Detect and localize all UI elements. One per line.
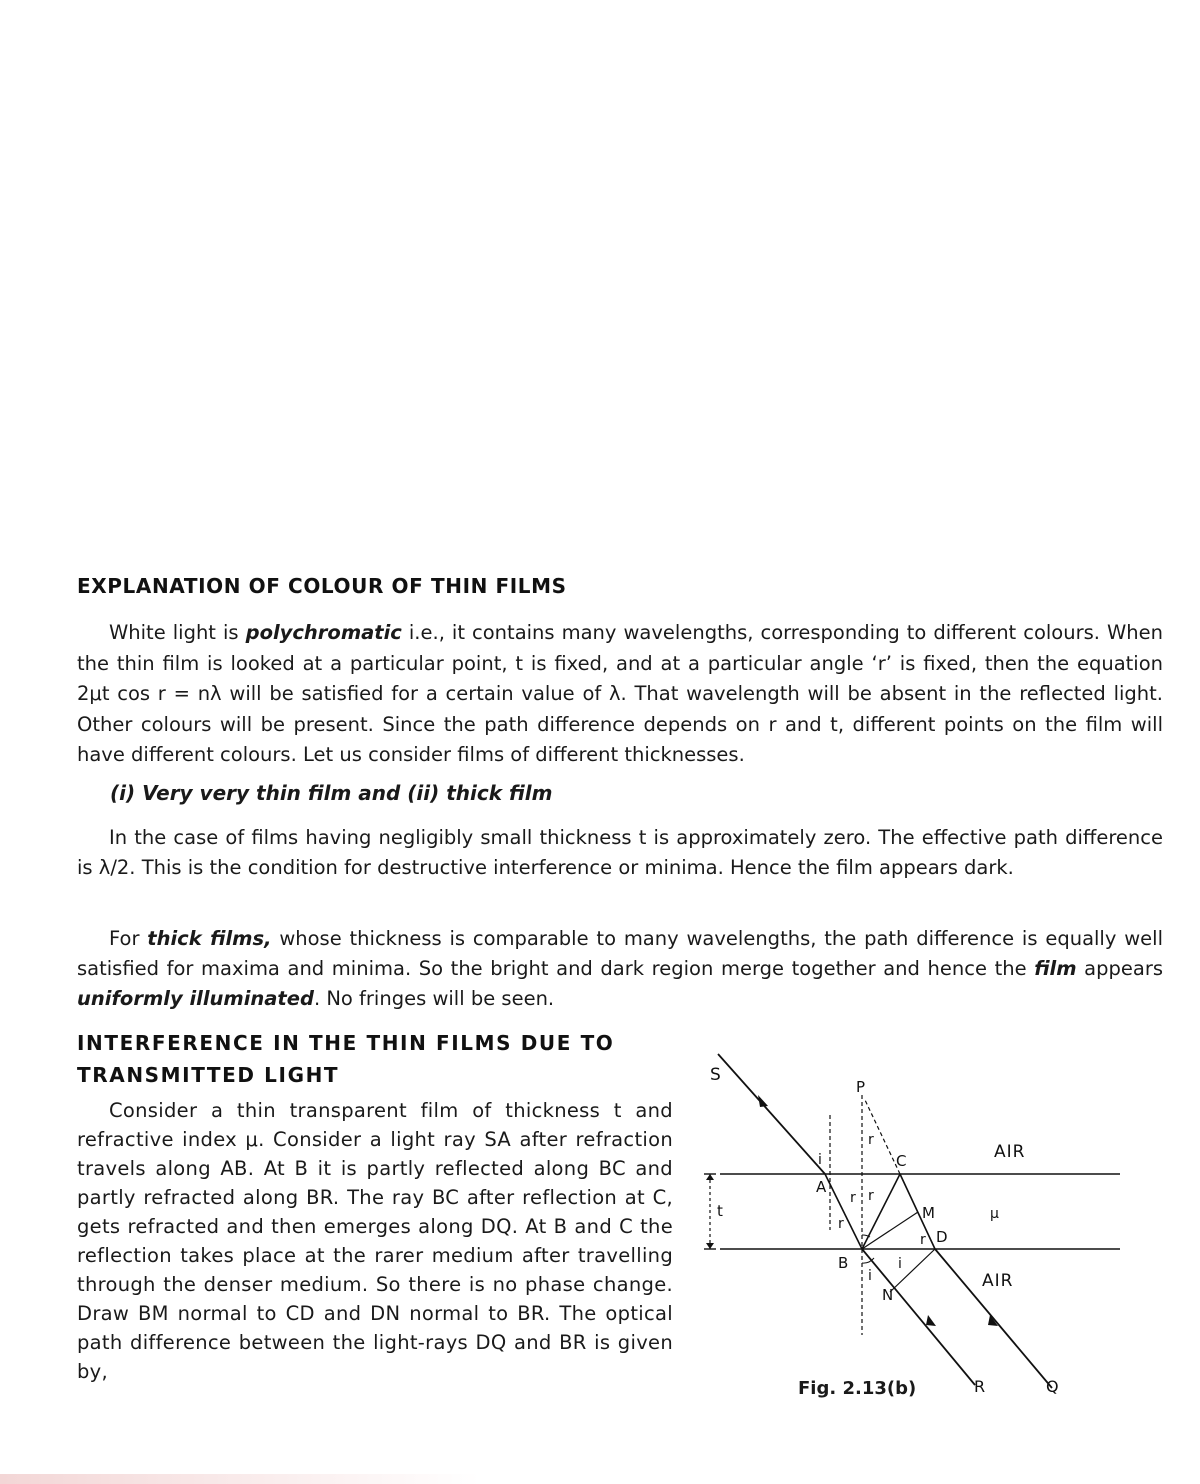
- label-p: P: [856, 1078, 866, 1096]
- label-angle-r-d: r: [920, 1232, 926, 1248]
- section-heading-transmitted-light: [77, 1027, 614, 1091]
- label-q: Q: [1046, 1377, 1059, 1396]
- arrow-icon: [926, 1315, 936, 1326]
- label-b: B: [838, 1254, 849, 1272]
- paragraph-colour-explanation: [77, 618, 1163, 771]
- emphasis-film: film: [1034, 957, 1077, 980]
- label-angle-r-inside: r: [838, 1216, 844, 1232]
- text-run: appears: [1076, 957, 1163, 980]
- label-air-bottom: AIR: [982, 1271, 1014, 1291]
- page-edge: [0, 1474, 1200, 1484]
- ray-dq: [935, 1249, 1052, 1388]
- label-angle-r-b: r: [868, 1188, 874, 1204]
- label-m: M: [922, 1204, 935, 1222]
- label-s: S: [710, 1065, 721, 1085]
- normal-bm: [862, 1212, 918, 1249]
- arrow-icon: [706, 1243, 714, 1249]
- thin-film-ray-diagram: [690, 1040, 1140, 1420]
- text-run: In the case of films having negligibly small thickness t is approximately zero. The effective path difference is λ/2. This is the condition for destructive interference or minima. Hence the film appears dark.: [77, 826, 1163, 879]
- normal-dn: [890, 1249, 935, 1292]
- emphasis-polychromatic: polychromatic: [245, 621, 402, 644]
- label-angle-i-top: i: [818, 1152, 822, 1168]
- label-angle-i-n: i: [898, 1256, 902, 1272]
- label-r: R: [974, 1377, 986, 1396]
- text-run: i.e., it contains many wavelengths, corresponding to different colours. When the thin film is looked at a particular point, t is fixed, and at a particular angle ‘r’ is fixed, then the equation 2μt cos r = nλ will be satisfied for a certain value of λ. That wavelength will be absent in the reflected light. Other colours will be present. Since the path difference depends on r and t, different points on the film will have different colours. Let us consider films of different thicknesses.: [77, 621, 1164, 766]
- label-angle-i-bottom: i: [868, 1268, 872, 1284]
- figure-caption: Fig. 2.13(b): [798, 1378, 917, 1399]
- text-run: whose thickness is comparable to many wavelengths, the path difference is equally well satisfied for maxima and minima. So the bright and dark region merge together and hence the: [77, 927, 1163, 980]
- label-angle-r-top: r: [868, 1132, 874, 1148]
- text-run: Consider a thin transparent film of thickness t and refractive index μ. Consider a light ray SA after refraction travels along AB. At B it is partly reflected along BC and partly refracted along BR. The ray BC after reflection at C, gets refracted and then emerges along DQ. At B and C the reflection takes place at the rarer medium after travelling through the denser medium. So there is no phase change. Draw BM normal to CD and DN normal to BR. The optical path difference between the light-rays DQ and BR is given by,: [77, 1099, 673, 1383]
- arrow-icon: [758, 1095, 768, 1107]
- paragraph-thin-film: [77, 823, 1163, 883]
- label-angle-r-a: r: [850, 1190, 856, 1206]
- emphasis-uniformly-illuminated: uniformly illuminated: [77, 987, 314, 1010]
- label-a: A: [816, 1178, 827, 1196]
- heading-line: TRANSMITTED LIGHT: [77, 1063, 340, 1087]
- text-run: White light is: [109, 621, 246, 644]
- label-c: C: [896, 1152, 907, 1170]
- label-mu: μ: [990, 1206, 999, 1222]
- heading-line: INTERFERENCE IN THE THIN FILMS DUE TO: [77, 1031, 615, 1055]
- incident-ray-sa: [718, 1054, 825, 1174]
- arrow-icon: [706, 1174, 714, 1180]
- section-heading-colour-thin-films: EXPLANATION OF COLOUR OF THIN FILMS: [77, 574, 567, 598]
- emphasis-thick-films: thick films,: [147, 927, 272, 950]
- subsection-heading-thin-thick: (i) Very very thin film and (ii) thick film: [110, 781, 553, 805]
- text-run: For: [109, 927, 148, 950]
- label-thickness: t: [717, 1202, 723, 1220]
- label-d: D: [936, 1228, 948, 1246]
- text-run: . No fringes will be seen.: [313, 987, 555, 1010]
- label-air-top: AIR: [994, 1142, 1026, 1162]
- ray-bc: [862, 1174, 900, 1249]
- paragraph-thick-film: [77, 924, 1163, 1014]
- ray-ab: [825, 1174, 862, 1249]
- ray-br: [862, 1249, 975, 1385]
- paragraph-transmitted-light: [77, 1096, 673, 1386]
- label-n: N: [882, 1286, 894, 1304]
